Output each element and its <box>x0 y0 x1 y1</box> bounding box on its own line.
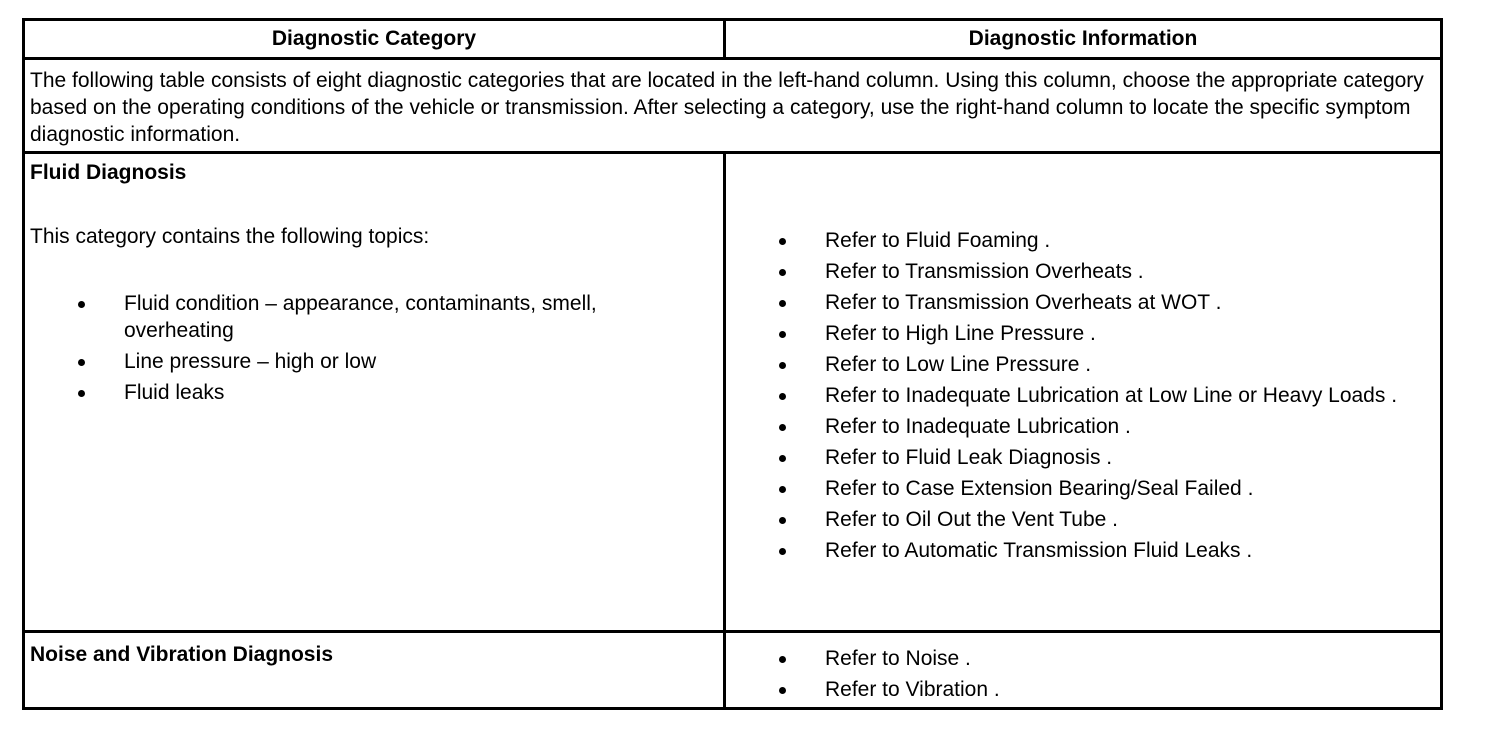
list-item[interactable]: Refer to Transmission Overheats at WOT . <box>731 289 1421 316</box>
intro-divider <box>25 151 1440 154</box>
list-item[interactable]: Refer to Inadequate Lubrication . <box>731 413 1421 440</box>
list-item[interactable]: Refer to High Line Pressure . <box>731 320 1421 347</box>
reference-list <box>731 645 1421 703</box>
list-item[interactable]: Refer to Transmission Overheats . <box>731 258 1421 285</box>
header-divider <box>25 57 1440 60</box>
header-diagnostic-information: Diagnostic Information <box>968 27 1198 50</box>
category-description: This category contains the following topics: <box>30 225 430 248</box>
list-item[interactable]: Refer to Low Line Pressure . <box>731 351 1421 378</box>
body-column-divider <box>723 151 726 707</box>
header-diagnostic-category: Diagnostic Category <box>271 27 477 50</box>
reference-list <box>731 227 1421 564</box>
information-cell-fluid-diagnosis <box>731 227 1421 568</box>
list-item: Fluid condition – appearance, contaminants, smell, overheating <box>30 290 680 344</box>
list-item[interactable]: Refer to Automatic Transmission Fluid Leaks . <box>731 537 1421 564</box>
list-item[interactable]: Refer to Oil Out the Vent Tube . <box>731 506 1421 533</box>
information-cell-noise-vibration <box>731 645 1421 707</box>
topic-list <box>30 290 720 406</box>
diagnostic-table <box>22 18 1443 710</box>
list-item[interactable]: Refer to Vibration . <box>731 676 1421 703</box>
category-title: Fluid Diagnosis <box>30 161 187 184</box>
list-item[interactable]: Refer to Case Extension Bearing/Seal Failed . <box>731 475 1421 502</box>
list-item[interactable]: Refer to Fluid Foaming . <box>731 227 1421 254</box>
list-item: Fluid leaks <box>30 379 680 406</box>
category-title: Noise and Vibration Diagnosis <box>30 643 334 666</box>
list-item[interactable]: Refer to Noise . <box>731 645 1421 672</box>
list-item[interactable]: Refer to Fluid Leak Diagnosis . <box>731 444 1421 471</box>
list-item[interactable]: Refer to Inadequate Lubrication at Low Line or Heavy Loads . <box>731 382 1421 409</box>
list-item: Line pressure – high or low <box>30 348 680 375</box>
category-cell-fluid-diagnosis <box>30 159 720 410</box>
row-divider <box>25 630 1440 633</box>
intro-text: The following table consists of eight diagnostic categories that are located in the left-hand column. Using this column, choose the appropriate category based on the operating conditions of the vehicle or transmission. After selecting a category, use the right-hand column to locate the specific symptom diagnostic information. <box>30 69 1424 146</box>
